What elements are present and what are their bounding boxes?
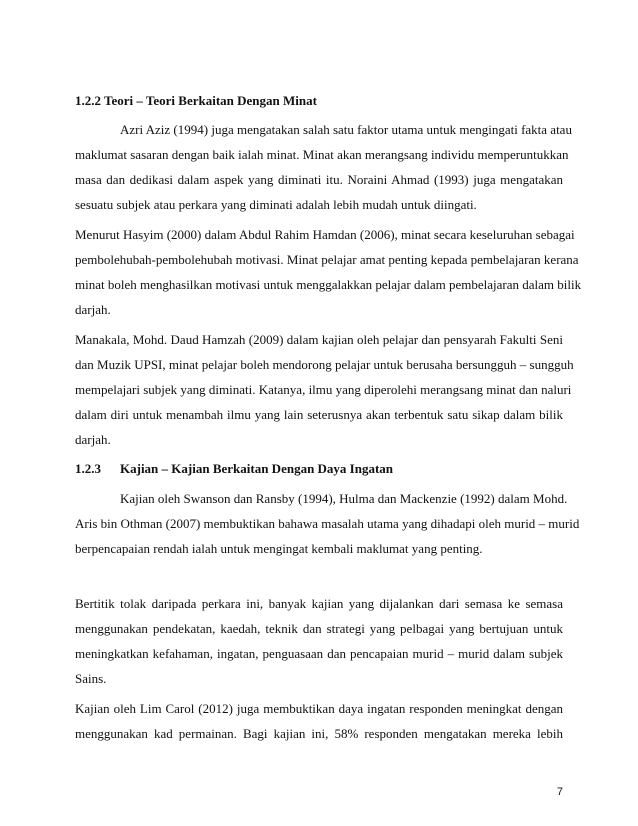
section-number: 1.2.3: [75, 461, 101, 476]
section-heading-1-2-3: [75, 461, 393, 477]
text-line: Menurut Hasyim (2000) dalam Abdul Rahim Hamdan (2006), minat secara keseluruhan sebagai: [75, 227, 575, 242]
text-line: Kajian oleh Swanson dan Ransby (1994), Hulma dan Mackenzie (1992) dalam Mohd.: [120, 491, 568, 506]
text-line: Sains.: [75, 671, 107, 686]
paragraph: [75, 222, 582, 322]
text-line: darjah.: [75, 432, 111, 447]
section-heading-1-2-2: 1.2.2 Teori – Teori Berkaitan Dengan Minat: [75, 93, 317, 108]
paragraph: [75, 696, 563, 746]
text-line: darjah.: [75, 302, 111, 317]
text-line: menggunakan pendekatan, kaedah, teknik dan strategi yang pelbagai yang bertujuan untuk: [75, 621, 563, 636]
page-number: 7: [556, 786, 563, 798]
text-line: Kajian oleh Lim Carol (2012) juga membuktikan daya ingatan responden meningkat dengan: [75, 701, 563, 716]
text-line: Azri Aziz (1994) juga mengatakan salah satu faktor utama untuk mengingati fakta atau: [120, 122, 572, 137]
text-line: masa dan dedikasi dalam aspek yang diminati itu. Noraini Ahmad (1993) juga mengatakan: [75, 172, 563, 187]
text-line: minat boleh menghasilkan motivasi untuk menggalakkan pelajar dalam pembelajaran dalam bilik: [75, 277, 582, 292]
text-line: maklumat sasaran dengan baik ialah minat. Minat akan merangsang individu memperuntukkan: [75, 147, 569, 162]
text-line: Aris bin Othman (2007) membuktikan bahawa masalah utama yang dihadapi oleh murid – murid: [75, 516, 580, 531]
text-line: sesuatu subjek atau perkara yang diminati adalah lebih mudah untuk diingati.: [75, 197, 477, 212]
text-line: menggunakan kad permainan. Bagi kajian ini, 58% responden mengatakan mereka lebih: [75, 726, 563, 741]
text-line: berpencapaian rendah ialah untuk mengingat kembali maklumat yang penting.: [75, 541, 483, 556]
text-line: Bertitik tolak daripada perkara ini, banyak kajian yang dijalankan dari semasa ke semasa: [75, 596, 563, 611]
text-line: mempelajari subjek yang diminati. Katanya, ilmu yang diperolehi merangsang minat dan naluri: [75, 382, 572, 397]
text-line: Manakala, Mohd. Daud Hamzah (2009) dalam kajian oleh pelajar dan pensyarah Fakulti Seni: [75, 332, 563, 347]
text-line: dalam diri untuk menambah ilmu yang lain seterusnya akan terbentuk satu sikap dalam bilik: [75, 407, 563, 422]
paragraph: [75, 591, 563, 691]
text-line: pembolehubah-pembolehubah motivasi. Minat pelajar amat penting kepada pembelajaran kerana: [75, 252, 579, 267]
section-title: Kajian – Kajian Berkaitan Dengan Daya Ingatan: [120, 461, 394, 476]
paragraph: [75, 117, 572, 217]
text-line: meningkatkan kefahaman, ingatan, penguasaan dan pencapaian murid – murid dalam subjek: [75, 646, 563, 661]
paragraph: [75, 486, 580, 561]
paragraph: [75, 327, 574, 452]
text-line: dan Muzik UPSI, minat pelajar boleh mendorong pelajar untuk berusaha bersungguh – sungguh: [75, 357, 574, 372]
